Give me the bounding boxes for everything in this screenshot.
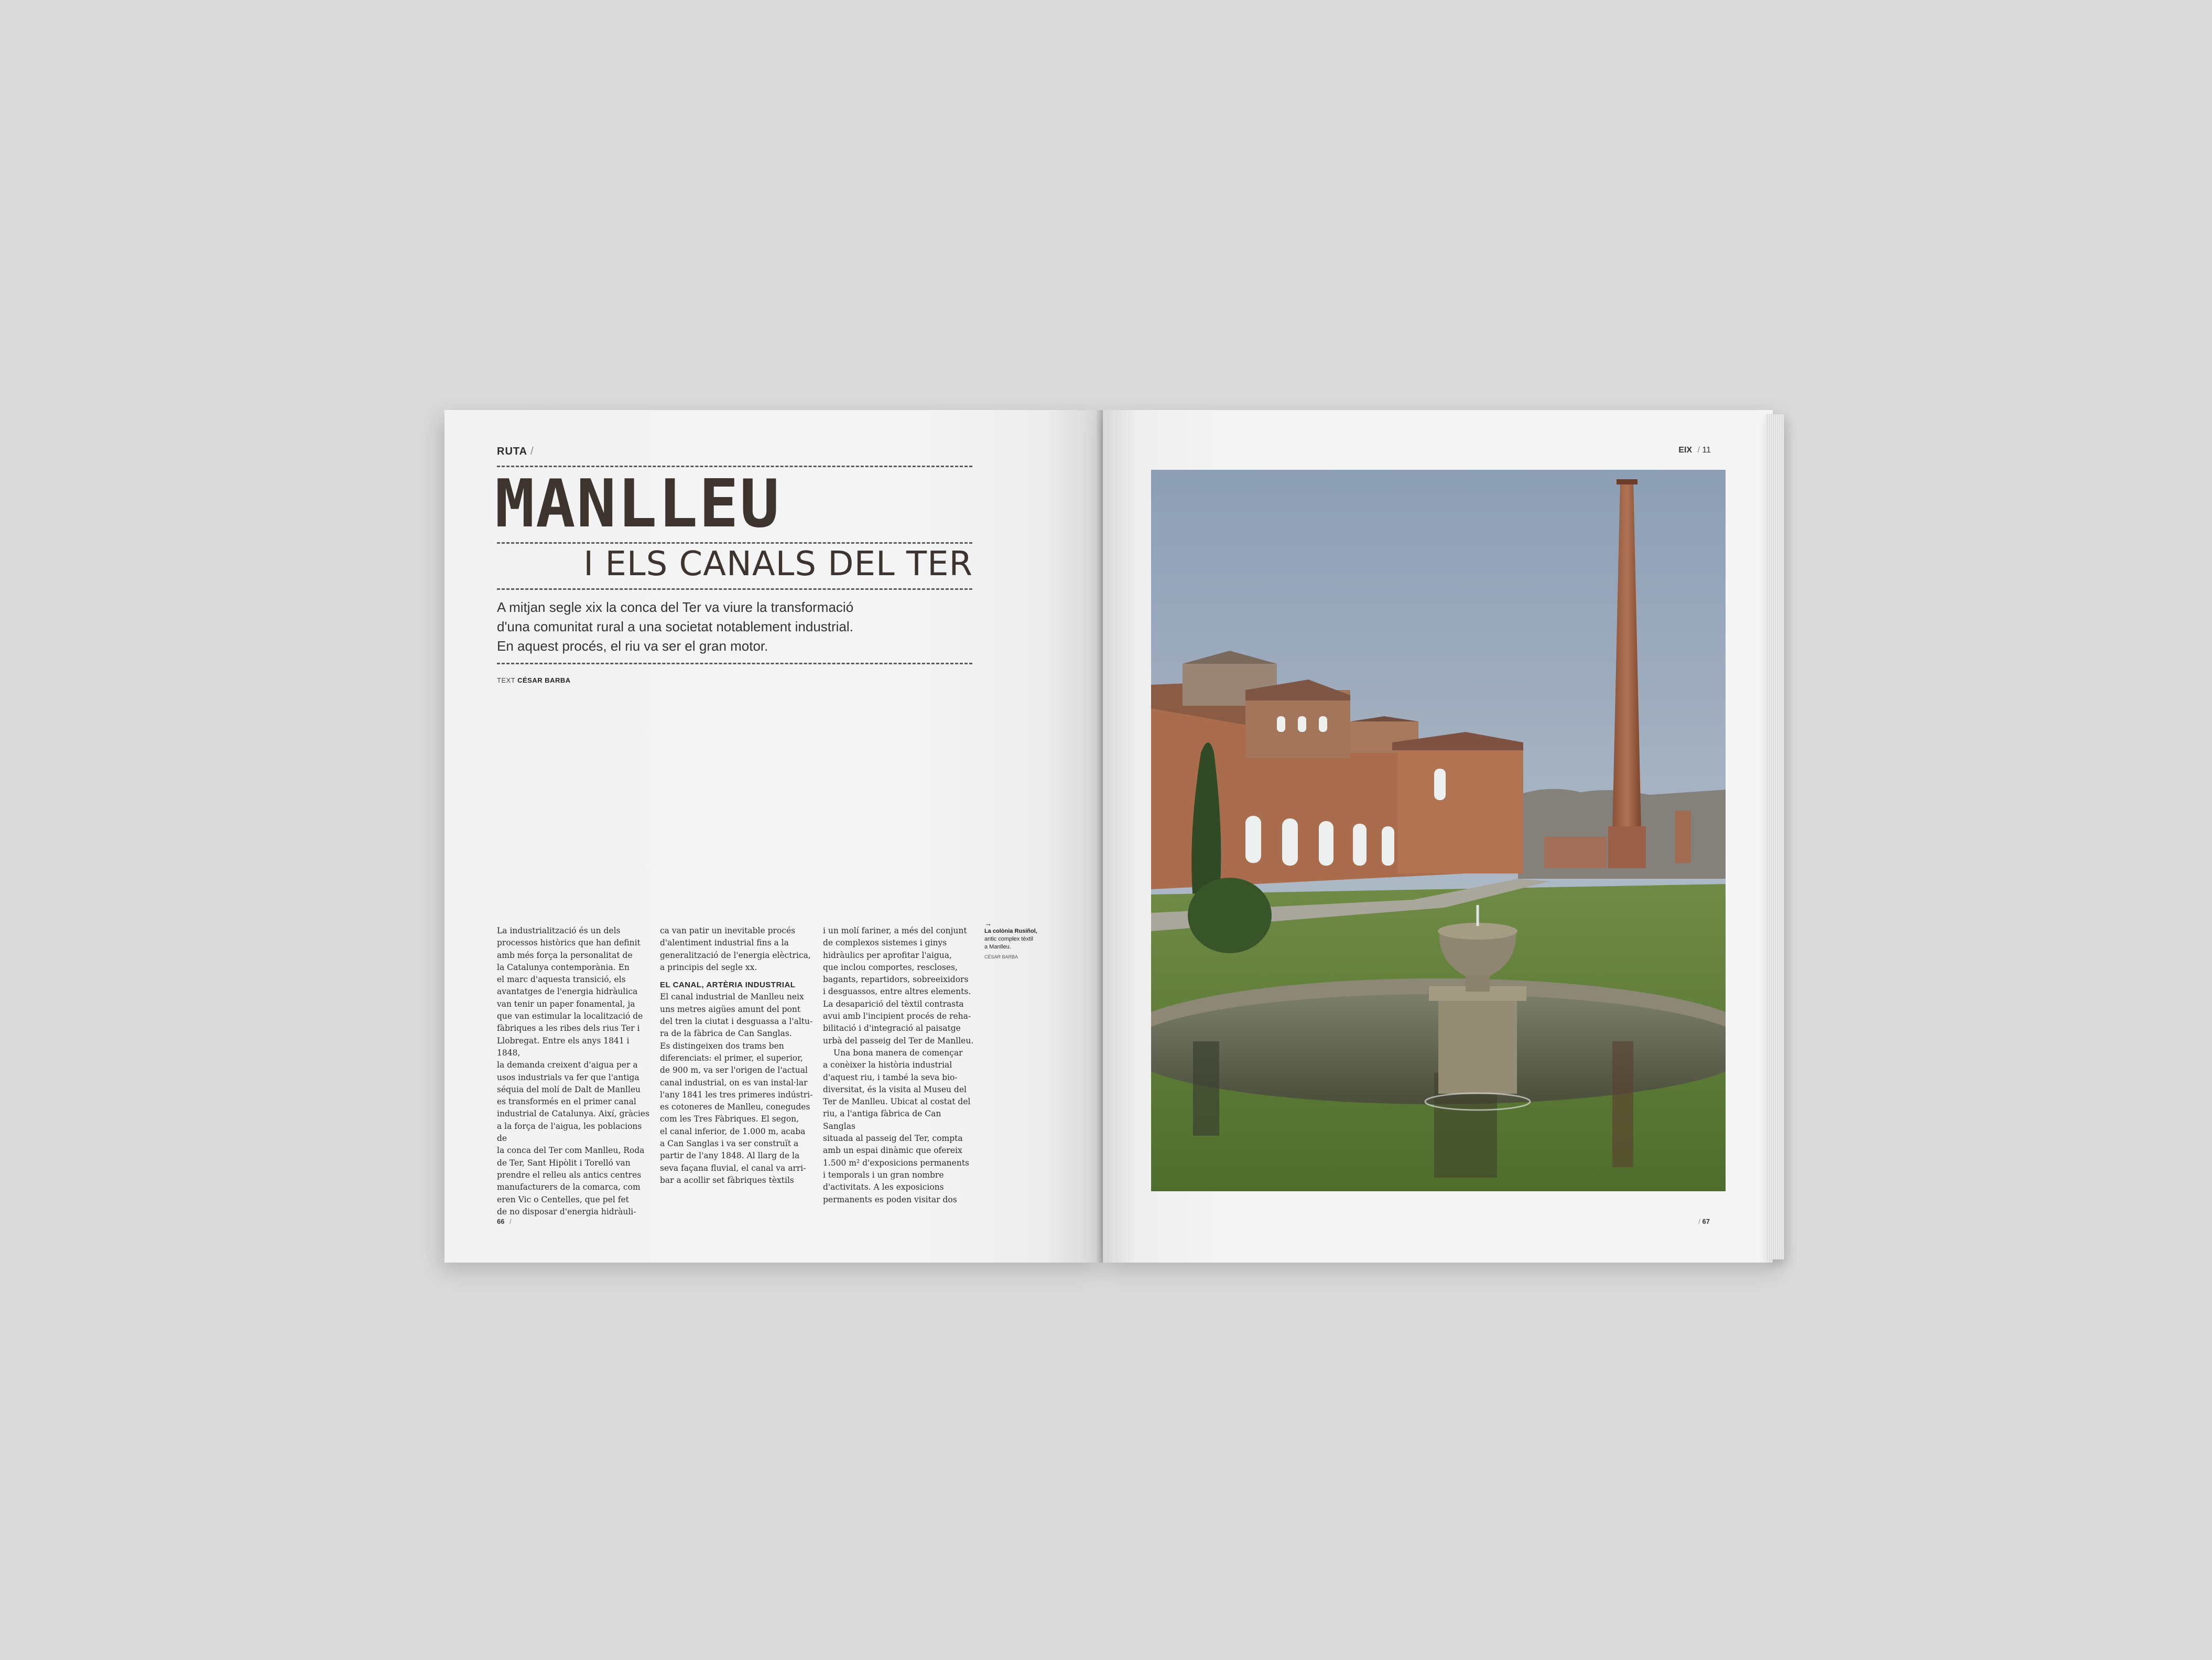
body-text-line: del tren la ciutat i desguassa a l'altu-: [660, 1017, 813, 1027]
body-text-line: situada al passeig del Ter, compta: [823, 1134, 963, 1144]
body-text-line: que van estimular la localització de: [497, 1011, 643, 1021]
page-number-text: 66: [497, 1217, 505, 1225]
body-text-line: d'activitats. A les exposicions: [823, 1182, 944, 1192]
article-intro: [497, 598, 895, 656]
intro-line: A mitjan segle xix la conca del Ter va viure la transformació: [497, 599, 854, 615]
body-text-line: fàbriques a les ribes dels rius Ter i: [497, 1023, 640, 1033]
byline-author: CÉSAR BARBA: [517, 676, 571, 684]
body-text-line: generalització de l'energia elèctrica,: [660, 950, 811, 960]
intro-line: En aquest procés, el riu va ser el gran motor.: [497, 638, 768, 654]
body-text-line: manufacturers de la comarca, com: [497, 1182, 641, 1192]
page-number-right: [1695, 1217, 1710, 1225]
dashed-rule: [497, 588, 972, 590]
body-text-line: séquia del molí de Dalt de Manlleu: [497, 1084, 641, 1094]
body-text-line: a principis del segle xx.: [660, 962, 757, 972]
text-column-2: [660, 925, 813, 1187]
text-column-1: [497, 925, 650, 1218]
body-text-line: l'any 1841 les tres primeres indústri-: [660, 1090, 813, 1100]
body-text-line: uns metres aigües amunt del pont: [660, 1004, 801, 1014]
caption-credit: CÉSAR BARBA: [984, 954, 1018, 960]
slash-divider: /: [507, 1217, 512, 1225]
right-page: [1103, 410, 1773, 1263]
body-text-line: urbà del passeig del Ter de Manlleu.: [823, 1036, 974, 1045]
column-2-intro: [660, 925, 813, 974]
body-text-line: avui amb l'incipient procés de reha-: [823, 1011, 971, 1021]
body-text-line: es transformés en el primer canal: [497, 1097, 636, 1107]
page-number-left: [497, 1217, 512, 1225]
header-number: 11: [1702, 446, 1711, 455]
header-label: EIX: [1678, 446, 1693, 455]
arrow-right-icon: →: [984, 919, 992, 928]
body-text-line: amb més força la personalitat de: [497, 950, 633, 960]
body-text-line: es cotoneres de Manlleu, conegudes: [660, 1102, 810, 1112]
body-text-line: bilitació i d'integració al paisatge: [823, 1023, 961, 1033]
body-text-line: ra de la fàbrica de Can Sanglas.: [660, 1029, 792, 1039]
body-text-line: van tenir un paper fonamental, ja: [497, 999, 635, 1009]
byline-label: TEXT: [497, 676, 515, 684]
body-text-line: hidràulics per aprofitar l'aigua,: [823, 950, 952, 960]
body-text-line: bagants, repartidors, sobreeixidors: [823, 975, 969, 985]
factory-photo-illustration: [1151, 470, 1726, 1191]
section-heading: EL CANAL, ARTÈRIA INDUSTRIAL: [660, 980, 796, 990]
body-text-line: Es distingeixen dos trams ben: [660, 1041, 784, 1051]
body-text-line: de Ter, Sant Hipòlit i Torelló van: [497, 1158, 631, 1168]
column-2-body: [660, 991, 813, 1187]
body-text-line: i temporals i un gran nombre: [823, 1170, 944, 1180]
section-label-text: RUTA: [497, 446, 528, 457]
body-text-line: com les Tres Fàbriques. El segon,: [660, 1114, 799, 1124]
body-text-line: bar a acollir set fàbriques tèxtils: [660, 1175, 794, 1185]
body-text-line: partir de l'any 1848. Al llarg de la: [660, 1151, 800, 1161]
body-text-line: Llobregat. Entre els anys 1841 i 1848,: [497, 1036, 630, 1058]
body-text-line: riu, a l'antiga fàbrica de Can Sanglas: [823, 1109, 941, 1131]
body-text-line: canal industrial, on es van instal·lar: [660, 1077, 808, 1087]
body-text-line: la conca del Ter com Manlleu, Roda: [497, 1146, 645, 1156]
body-text-line: El canal industrial de Manlleu neix: [660, 992, 804, 1002]
body-text-line: i un molí fariner, a més del conjunt: [823, 926, 967, 935]
body-text-line: a Can Sanglas i va ser construït a: [660, 1139, 799, 1149]
body-text-line: processos històrics que han definit: [497, 938, 641, 948]
body-text-line: amb un espai dinàmic que ofereix: [823, 1146, 962, 1156]
body-text-line: d'aquest riu, i també la seva bio-: [823, 1072, 958, 1082]
body-text-line: 1.500 m² d'exposicions permanents: [823, 1158, 969, 1168]
body-text-line: eren Vic o Centelles, que pel fet: [497, 1194, 629, 1204]
body-text-line: prendre el relleu als antics centres: [497, 1170, 642, 1180]
body-text-line: el canal inferior, de 1.000 m, acaba: [660, 1126, 806, 1136]
column-3-para-1: [823, 925, 976, 1047]
body-text-line: La industrialització és un dels: [497, 926, 621, 935]
slash-divider: /: [530, 446, 534, 457]
article-subtitle: I ELS CANALS DEL TER: [583, 545, 973, 584]
body-text-line: diferenciats: el primer, el superior,: [660, 1053, 803, 1063]
running-header: [1678, 446, 1711, 455]
column-3-para-2: [823, 1047, 976, 1206]
slash-divider: /: [1698, 1217, 1703, 1225]
body-text-line: d'alentiment industrial fins a la: [660, 938, 789, 948]
body-text-line: diversitat, és la visita al Museu del: [823, 1084, 967, 1094]
body-text-line: de complexos sistemes i ginys: [823, 938, 947, 948]
body-text-line: el marc d'aquesta transició, els: [497, 975, 626, 985]
body-text-line: de 900 m, va ser l'origen de l'actual: [660, 1065, 808, 1075]
caption-line: La colònia Rusiñol,: [984, 928, 1037, 934]
left-page: [444, 410, 1101, 1263]
caption-line: antic complex tèxtil: [984, 936, 1033, 942]
dashed-rule: [497, 663, 972, 664]
body-text-line: i desguassos, entre altres elements.: [823, 987, 971, 997]
body-text-line: la Catalunya contemporània. En: [497, 962, 630, 972]
caption-line: a Manlleu.: [984, 944, 1011, 950]
intro-line: d'una comunitat rural a una societat notablement industrial.: [497, 619, 853, 634]
byline: [497, 676, 571, 684]
body-text-line: de no disposar d'energia hidràuli-: [497, 1206, 636, 1216]
article-title: MANLLEU: [495, 465, 781, 542]
body-text-line: permanents es poden visitar dos: [823, 1194, 957, 1204]
body-text-line: industrial de Catalunya. Així, gràcies: [497, 1109, 649, 1119]
body-text-line: seva façana fluvial, el canal va arri-: [660, 1163, 806, 1173]
page-edges: [1765, 414, 1784, 1259]
body-text-line: Ter de Manlleu. Ubicat al costat del: [823, 1097, 971, 1107]
body-text-line: la demanda creixent d'aigua per a: [497, 1060, 638, 1070]
body-text-line: La desaparició del tèxtil contrasta: [823, 999, 964, 1009]
body-text-line: a conèixer la història industrial: [823, 1060, 952, 1070]
dashed-rule: [497, 542, 972, 544]
body-text-line: a la força de l'aigua, les poblacions de: [497, 1121, 642, 1144]
body-text-line: usos industrials va fer que l'antiga: [497, 1072, 639, 1082]
page-number-text: 67: [1702, 1217, 1710, 1225]
section-label: [497, 446, 534, 458]
factory-photo: [1151, 470, 1726, 1191]
body-text-line: ca van patir un inevitable procés: [660, 926, 796, 935]
body-text-line: avantatges de l'energia hidràulica: [497, 987, 638, 997]
body-text-line: Una bona manera de començar: [833, 1048, 963, 1058]
body-text-line: que inclou comportes, rescloses,: [823, 962, 958, 972]
text-column-3: [823, 925, 976, 1206]
slash-divider: /: [1697, 446, 1700, 455]
photo-caption: [984, 920, 1053, 961]
